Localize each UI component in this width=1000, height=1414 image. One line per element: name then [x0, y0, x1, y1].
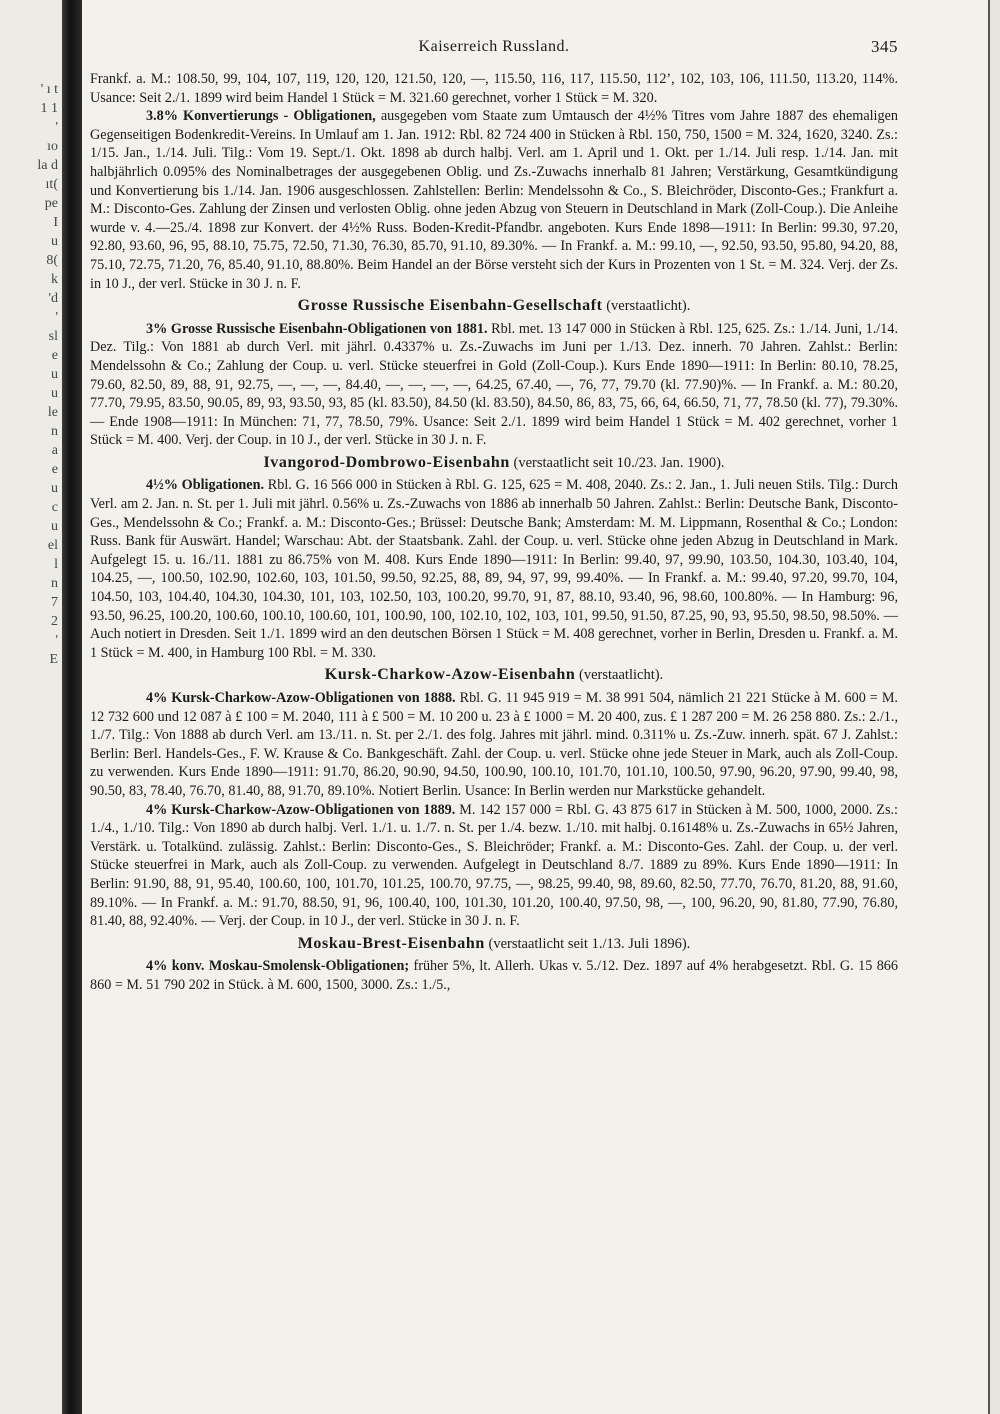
margin-fragment: 2 [51, 614, 58, 629]
section-heading [90, 666, 898, 685]
margin-fragment: ' ı t [40, 82, 58, 97]
paragraph-text: ausgegeben vom Staate zum Umtausch der 4½% Titres vom Jahre 1887 des ehemaligen Gegenseitigen Bodenkredit-Vereins. In Umlauf am 1. Jan. 1912: Rbl. 82 724 400 in Stücken à Rbl. 150, 750, 1500 = M. 324, 1620, 3240. Zs.: 1/15. Jan., 1./14. Juli. Tilg.: Vom 19. Sept./1. Okt. 1898 ab durch halbj. Verl. am 1. April und 1. Okt. per 1./14. Juli resp. 1./14. Jan. mit halbjährlich 0.095% des Nominalbetrages der ausgegebenen Oblig. und Zs.-Zuwachs innerhalb 81 Jahren; Verstärkung, Gesamtkündigung und Konvertierung bis 1./14. Jan. 1906 ausgeschlossen. Zahlstellen: Berlin: Mendelssohn & Co., S. Bleichröder, Disconto-Ges.; Frankfurt a. M.: Disconto-Ges. Zahlung der Zinsen und verlosten Oblig. ohne jeden Abzug von Steuern in Deutschland in Mark (Zoll-Coup.). Die Anleihe wurde v. 4.—25./4. 1898 zur Konvert. der 4½% Russ. Boden-Kredit-Pfandbr. angeboten. Kurs Ende 1898—1911: In Berlin: 99.30, 97.20, 92.80, 93.60, 96, 95, 88.10, 75.75, 72.50, 71.30, 76.30, 85.70, 91.10, 89.30%. — In Frankf. a. M.: 99.10, —, 92.50, 93.50, 95.80, 94.20, 88, 75.10, 72.75, 71.20, 76, 85.40, 91.10, 88.80%. Beim Handel an der Börse versteht sich der Kurs in Prozenten von 1 St. = M. 324. Verj. der Zs. in 10 J., der verl. Stücke in 30 J. n. F. [90, 108, 898, 292]
paragraph [90, 476, 898, 662]
section-note: (verstaatlicht seit 1./13. Juli 1896). [484, 935, 691, 952]
margin-fragment: u [51, 519, 58, 534]
margin-fragment: la d [37, 158, 58, 173]
margin-fragment: u [51, 386, 58, 401]
paragraph [90, 107, 898, 293]
margin-fragment: 'd [48, 291, 58, 306]
margin-fragment: pe [44, 196, 58, 211]
paragraph-text: Rbl. G. 16 566 000 in Stücken à Rbl. G. 125, 625 = M. 408, 2040. Zs.: 2. Jan., 1. Juli neuen Stils. Tilg.: Durch Verl. am 2. Jan. n. St. per 1. Juli mit jährl. 0.56% u. Zs.-Zuwachs von 1886 ab innerhalb 50 Jahren. Zahlst.: Berlin: Deutsche Bank, Disconto-Ges., Mendelssohn & Co.; Frankf. a. M.: Disconto-Ges.; Brüssel: Deutsche Bank; Amsterdam: M. M. Lippmann, Rosenthal & Co.; London: Russ. Bank für Auswärt. Handel; Warschau: Abt. der Staatsbank. Zahl. der Coup. u. verl. Stücke ohne jeden Abzug in Deutschland in Mark. Aufgelegt 15. u. 16./11. 1881 zu 86.75% von M. 408. Kurs Ende 1890—1911: In Berlin: 99.40, 97, 99.90, 103.50, 104.30, 103.40, 104, 104.25, —, 100.50, 102.90, 102.60, 103, 101.50, 99.50, 92.25, 88, 89, 94, 97, 99, 99.40%. — In Frankf. a. M.: 99.40, 97.20, 99.70, 104, 104.50, 103, 104.40, 104.30, 104.30, 101, 103, 102.50, 103, 100.20, 99.70, 91, 87, 88.10, 93.40, 96, 98.60, 100.80%. — In Hamburg: 96, 93.50, 96.25, 100.20, 100.60, 100.10, 100.60, 101, 100.90, 100, 102.10, 102, 103, 101, 99.50, 91.50, 87.25, 90, 93, 95.50, 98.50, 98.50%. — Auch notiert in Dresden. Seit 1./1. 1899 wird an den deutschen Börsen 1 Stück = M. 408 gerechnet, vorher in Berlin, Dresden u. Frankf. a. M. 1 Stück = M. 400, in Hamburg 100 Rbl. = M. 330. [90, 477, 898, 661]
section-note: (verstaatlicht). [575, 667, 664, 684]
section-title: Ivangorod-Dombrowo-Eisenbahn [263, 453, 510, 471]
running-title: Kaiserreich Russland. [418, 38, 570, 55]
facing-page-fragments [0, 80, 58, 669]
margin-fragment: u [51, 234, 58, 249]
margin-fragment: 8( [46, 253, 58, 268]
margin-fragment: E [49, 652, 58, 667]
section-heading [90, 297, 898, 316]
page-number: 345 [871, 37, 898, 56]
paragraph-lead: 4% konv. Moskau-Smolensk-Obligationen; [146, 958, 410, 975]
paragraph [90, 320, 898, 450]
section-note: (verstaatlicht). [602, 298, 691, 315]
section-title: Kursk-Charkow-Azow-Eisenbahn [324, 666, 576, 684]
margin-fragment: el [47, 538, 58, 553]
margin-fragment: u [51, 481, 58, 496]
margin-fragment: ' [55, 310, 58, 325]
margin-fragment: n [51, 424, 58, 439]
margin-fragment: k [51, 272, 58, 287]
section-note: (verstaatlicht seit 10./23. Jan. 1900). [509, 454, 725, 471]
margin-fragment: 7 [51, 595, 58, 610]
paragraph-text: Rbl. met. 13 147 000 in Stücken à Rbl. 125, 625. Zs.: 1./14. Juni, 1./14. Dez. Tilg.: Von 1881 ab durch Verl. mit jährl. 0.4337% u. Zs.-Zuwachs im Juni per 1./13. Dez. innerh. 70 Jahren. Zahlst.: Berlin: Mendelssohn & Co.; Zahlung der Coup. u. verl. Stücke steuerfrei in Gold (Zoll-Coup.). Kurs Ende 1890—1911: In Berlin: 80.10, 78.25, 79.60, 82.50, 89, 88, 91, 92.75, —, —, —, 84.40, —, —, —, —, 64.25, 67.40, —, 76, 77, 79.70 (kl. 77.90)%. — In Frankf. a. M.: 80.20, 77.70, 79.95, 83.50, 90.05, 89, 93, 93.50, 93, 85 (kl. 83.50), 84.50 (kl. 83.50), 84.50, 86, 83, 75, 66, 64, 66.50, 71, 77, 78.50 (kl. 77), 79.30%. — Ende 1908—1911: In München: 71, 77, 78.50, 79%. Usance: Seit 2./1. 1899 wird beim Handel 1 Stück = M. 402 gerechnet, vorher 1 Stück = M. 400. Verj. der Coup. in 10 J., der verl. Stücke in 30 J. n. F. [90, 320, 898, 449]
paragraph-text: früher 5%, lt. Allerh. Ukas v. 5./12. Dez. 1897 auf 4% herabgesetzt. Rbl. G. 15 866 860 = M. 51 790 202 in Stück. à M. 600, 1500, 3000. Zs.: 1./5., [90, 958, 898, 993]
paragraph [90, 801, 898, 931]
margin-fragment: n [51, 576, 58, 591]
margin-fragment: ıo [47, 139, 58, 154]
section-title: Grosse Russische Eisenbahn-Gesellschaft [297, 297, 603, 315]
paragraph-text: Rbl. G. 11 945 919 = M. 38 991 504, nämlich 21 221 Stücke à M. 600 = M. 12 732 600 und 12 087 à £ 100 = M. 2040, 111 à £ 500 = M. 10 200 u. 23 à £ 1000 = M. 20 400, zus. £ 1 287 200 = M. 26 258 880. Zs.: 2./1., 1./7. Tilg.: Von 1888 ab durch Verl. am 13./11. n. St. per 2./1. des folg. Jahres mit jährl. mind. 0.311% u. Zs.-Zuw. innerh. spät. 67 J. Zahlst.: Berlin: Berl. Handels-Ges., F. W. Krause & Co. Bankgeschäft. Zahl. der Coup. u. verl. Stücke ohne jede Steuer in Mark, auch als Zoll-Coup. zu verwenden. Kurs Ende 1890—1911: 91.70, 86.20, 90.90, 94.50, 100.90, 100.10, 101.70, 101.10, 100.50, 97.90, 96.20, 97.90, 99.40, 98, 90.50, 83, 78.40, 76.70, 81.40, 88, 91.70, 89.10%. Notiert Berlin. Usance: In Berlin werden nur Markstücke gehandelt. [90, 690, 898, 799]
margin-fragment: e [51, 348, 58, 363]
right-page-edge [988, 0, 1000, 1414]
margin-fragment: 1 1 [40, 101, 58, 116]
paragraph [90, 689, 898, 801]
margin-fragment: u [51, 367, 58, 382]
margin-fragment: I [53, 215, 58, 230]
section-heading [90, 935, 898, 954]
margin-fragment: sl [48, 329, 58, 344]
paragraph-text: M. 142 157 000 = Rbl. G. 43 875 617 in Stücken à M. 500, 1000, 2000. Zs.: 1./4., 1./10. Tilg.: Von 1890 ab durch halbj. Verl. 1./1. u. 1./7. n. St. per 1./4. bezw. 1./10. mit halbj. 0.16148% u. Zs.-Zuwachs in 65½ Jahren, Verstärk. u. Totalkünd. zulässig. Zahlst.: Berlin: Disconto-Ges., S. Bleichröder; Frankf. a. M.: Disconto-Ges. Zahl. der Coup. u. der verl. Stücke steuerfrei in Mark, auch als Zoll-Coup. zu verwenden. Aufgelegt in Deutschland 8./7. 1889 zu 89%. Kurs Ende 1890—1911: In Berlin: 91.90, 88, 91, 95.40, 100.60, 100, 101.70, 101.25, 100.70, 97.75, —, 98.25, 99.40, 98, 89.60, 82.50, 77.70, 76.70, 81.20, 88, 91.60, 89.10%. — In Frankf. a. M.: 91.70, 88.50, 91, 96, 100.40, 100, 101.30, 101.20, 100.40, 97.50, 98, —, 100, 96.20, 90, 81.80, 77.90, 76.80, 81.40, 88, 92.40%. — Verj. der Coup. in 10 J., der verl. Stücke in 30 J. n. F. [90, 801, 898, 930]
paragraph [90, 957, 898, 994]
paragraph-lead: 3% Grosse Russische Eisenbahn-Obligationen von 1881. [146, 320, 488, 337]
paragraph-lead: 3.8% Konvertierungs - Obligationen, [146, 108, 376, 125]
paragraph-lead: 4½% Obligationen. [146, 477, 265, 494]
margin-fragment: a [51, 443, 58, 458]
section-heading [90, 454, 898, 473]
margin-fragment: ıt( [45, 177, 58, 192]
book-gutter-shadow [62, 0, 82, 1414]
paragraph [90, 70, 898, 107]
margin-fragment: ' [55, 120, 58, 135]
margin-fragment: ' [55, 633, 58, 648]
page-body [90, 38, 898, 995]
running-head [90, 38, 898, 70]
margin-fragment: c [51, 500, 58, 515]
sections-container [90, 70, 898, 995]
paragraph-lead: 4% Kursk-Charkow-Azow-Obligationen von 1888. [146, 690, 456, 706]
margin-fragment: l [54, 557, 58, 572]
section-title: Moskau-Brest-Eisenbahn [297, 934, 485, 952]
margin-fragment: e [51, 462, 58, 477]
margin-fragment: le [47, 405, 58, 420]
paragraph-lead: 4% Kursk-Charkow-Azow-Obligationen von 1889. [146, 801, 456, 818]
paragraph-text: Frankf. a. M.: 108.50, 99, 104, 107, 119, 120, 120, 121.50, 120, —, 115.50, 116, 117, 115.50, 112’, 102, 103, 106, 111.50, 113.20, 114%. Usance: Seit 2./1. 1899 wird beim Handel 1 Stück = M. 321.60 gerechnet, vorher 1 Stück = M. 320. [90, 71, 898, 106]
